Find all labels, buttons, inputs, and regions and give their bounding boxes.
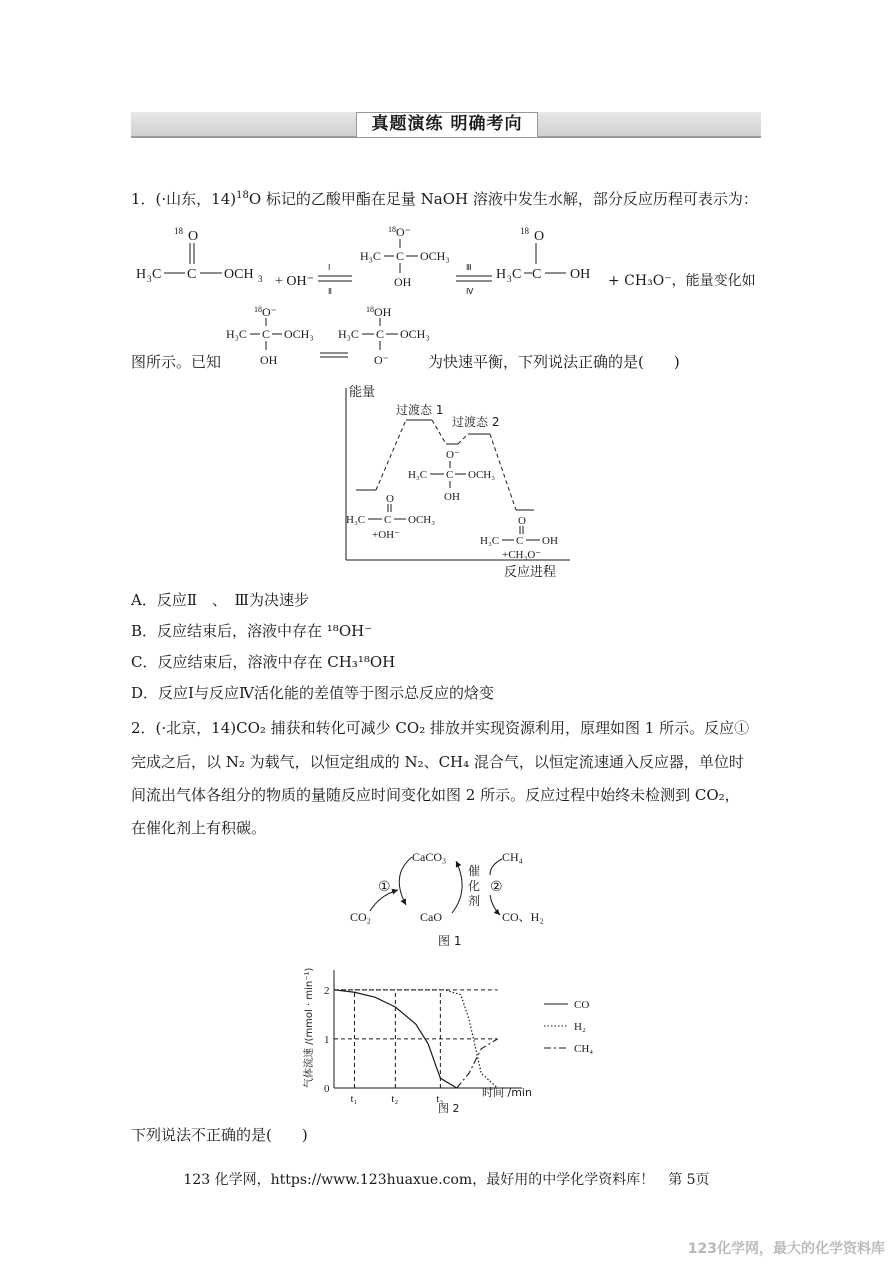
q2-line4: 在催化剂上有积碳。 — [131, 819, 267, 837]
svg-text:OCH: OCH — [224, 267, 254, 282]
fig1-step1: ① — [378, 880, 391, 895]
section-banner — [131, 112, 761, 138]
figure-2-chart — [296, 960, 616, 1120]
q1-intro-sup: 18 — [236, 190, 249, 201]
fig2-legend-label: CH₄ — [574, 1043, 594, 1055]
svg-text:3: 3 — [258, 274, 263, 284]
q1-line3-a: 图所示。已知 — [131, 353, 222, 371]
equilibrium-arrow-1 — [318, 263, 352, 296]
fig2-ytick-label: 2 — [324, 984, 330, 997]
fig1-step2: ② — [490, 880, 503, 895]
svg-text:C: C — [187, 267, 197, 282]
svg-text:C: C — [152, 267, 162, 282]
svg-text:O: O — [518, 515, 526, 527]
equilibrium-arrow-2 — [456, 263, 492, 296]
svg-text:Ⅰ: Ⅰ — [328, 263, 331, 272]
q1-intro-part1: 1．(·山东，14) — [131, 190, 237, 208]
fig2-legend-label: CO — [574, 999, 590, 1011]
svg-text:剂: 剂 — [468, 894, 481, 908]
fig2-xtick-label: t₃ — [436, 1093, 444, 1105]
q1-option-c: C．反应结束后，溶液中存在 CH₃¹⁸OH — [131, 653, 396, 671]
svg-text:C: C — [532, 267, 542, 282]
svg-text:C: C — [516, 535, 524, 547]
section-title: 真题演练 明确考向 — [356, 112, 538, 138]
svg-text:H₃C: H₃C — [408, 469, 428, 481]
fig1-catalyst-label — [468, 863, 480, 908]
q1-option-a: A．反应Ⅱ 、 Ⅲ为决速步 — [131, 591, 309, 609]
fig2-ylabel: 气体流速 /(mmol · min⁻¹) — [304, 967, 315, 1088]
svg-text:O⁻: O⁻ — [396, 225, 411, 239]
fast-equilibrium-left — [226, 305, 314, 367]
figure-1-cycle — [340, 845, 570, 955]
ts1-label: 过渡态 1 — [396, 403, 444, 417]
fig1-arrow-right — [452, 861, 462, 913]
svg-text:+CH₃O⁻: +CH₃O⁻ — [502, 549, 542, 561]
svg-text:H₃C: H₃C — [346, 514, 366, 526]
svg-text:H₃C: H₃C — [360, 249, 381, 263]
svg-text:O⁻: O⁻ — [446, 449, 460, 461]
svg-text:OCH₃: OCH₃ — [468, 469, 496, 481]
svg-text:+ OH⁻: + OH⁻ — [275, 274, 315, 289]
q1-line3-b: 为快速平衡，下列说法正确的是( ) — [428, 353, 680, 371]
svg-text:3: 3 — [147, 274, 152, 284]
site-watermark: 123化学网，最大的化学资料库 — [687, 1241, 885, 1257]
energy-diagram — [340, 382, 580, 582]
fast-equilibrium-arrow — [320, 353, 348, 357]
acetic-acid-structure — [496, 226, 590, 284]
svg-text:18: 18 — [366, 305, 374, 314]
svg-text:O⁻: O⁻ — [374, 353, 389, 367]
fig1-ch4: CH₄ — [502, 850, 523, 864]
svg-text:OH: OH — [542, 535, 558, 547]
svg-text:化: 化 — [468, 879, 481, 893]
svg-text:C: C — [262, 327, 271, 341]
q2-line3: 间流出气体各组分的物质的量随反应时间变化如图 2 所示。反应过程中始终未检测到 CO₂， — [131, 786, 740, 804]
svg-text:O: O — [188, 229, 199, 244]
tetrahedral-intermediate-1 — [360, 225, 450, 289]
svg-text:C: C — [512, 267, 522, 282]
energy-ylabel: 能量 — [349, 385, 376, 400]
energy-xlabel: 反应进程 — [504, 565, 557, 580]
svg-text:OH: OH — [374, 305, 392, 319]
q2-line1: 2．(·北京，14)CO₂ 捕获和转化可减少 CO₂ 排放并实现资源利用，原理如图 1 所示。反应① — [131, 719, 750, 737]
svg-text:OH: OH — [260, 353, 278, 367]
fig2-legend-label: H₂ — [574, 1021, 586, 1033]
svg-text:+OH⁻: +OH⁻ — [372, 529, 400, 541]
fig1-products: CO、H₂ — [502, 910, 544, 924]
fig2-xlabel: 时间 /min — [482, 1086, 532, 1099]
svg-text:Ⅱ: Ⅱ — [328, 287, 332, 296]
q2-question: 下列说法不正确的是( ) — [131, 1126, 308, 1144]
svg-text:H: H — [496, 267, 507, 282]
q2-line2: 完成之后，以 N₂ 为载气，以恒定组成的 N₂、CH₄ 混合气，以恒定流速通入反应器，单位时 — [131, 753, 744, 771]
svg-text:C: C — [396, 249, 405, 263]
q1-option-b: B．反应结束后，溶液中存在 ¹⁸OH⁻ — [131, 622, 373, 640]
fig1-arrow-left — [399, 857, 412, 905]
svg-text:C: C — [446, 469, 454, 481]
svg-text:OCH₃: OCH₃ — [408, 514, 436, 526]
svg-text:O: O — [386, 493, 394, 505]
svg-text:H₃C: H₃C — [480, 535, 500, 547]
fig2-xtick-label: t₁ — [350, 1093, 358, 1105]
svg-text:C: C — [376, 327, 385, 341]
fig2-series-ch4 — [457, 1039, 498, 1088]
ts2-label: 过渡态 2 — [452, 415, 500, 429]
svg-text:Ⅲ: Ⅲ — [466, 263, 472, 272]
fig2-legend — [544, 999, 593, 1055]
fig1-caco3: CaCO₃ — [412, 850, 447, 864]
svg-text:催: 催 — [468, 864, 481, 878]
fig1-arrow-ch4 — [490, 859, 502, 875]
energy-structures — [346, 449, 558, 561]
scheme-tail: + CH₃O⁻，能量变化如 — [608, 273, 756, 289]
svg-text:18: 18 — [254, 305, 262, 314]
fig1-cao: CaO — [420, 910, 442, 924]
q1-option-d: D．反应Ⅰ与反应Ⅳ活化能的差值等于图示总反应的焓变 — [131, 684, 494, 702]
svg-text:OH: OH — [444, 491, 460, 503]
q1-intro-part2: O 标记的乙酸甲酯在足量 NaOH 溶液中发生水解，部分反应历程可表示为： — [248, 190, 758, 208]
svg-text:O⁻: O⁻ — [262, 305, 277, 319]
svg-text:OCH₃: OCH₃ — [400, 327, 430, 341]
svg-text:H₃C: H₃C — [338, 327, 359, 341]
fast-equilibrium-right — [338, 305, 430, 367]
svg-text:18: 18 — [520, 226, 529, 236]
fig1-co2: CO₂ — [350, 910, 371, 924]
svg-text:18: 18 — [174, 226, 183, 236]
svg-text:18: 18 — [388, 225, 396, 234]
svg-text:H: H — [136, 267, 147, 282]
fig2-caption: 图 2 — [438, 1102, 460, 1115]
fig2-ytick-label: 1 — [324, 1033, 330, 1046]
fig2-ytick-label: 0 — [324, 1083, 330, 1095]
svg-text:OH: OH — [570, 267, 591, 282]
fig2-xtick-label: t₂ — [391, 1093, 399, 1105]
methyl-acetate-structure — [136, 226, 263, 284]
q1-intro — [131, 186, 758, 209]
svg-text:H₃C: H₃C — [226, 327, 247, 341]
svg-text:3: 3 — [507, 274, 512, 284]
fig1-caption: 图 1 — [438, 934, 462, 948]
page-footer: 123 化学网，https://www.123huaxue.com，最好用的中学化学资料库！ 第 5页 — [183, 1172, 710, 1188]
svg-text:OH: OH — [394, 275, 412, 289]
svg-text:OCH₃: OCH₃ — [420, 249, 450, 263]
svg-text:C: C — [384, 514, 392, 526]
fig1-arrow-products — [490, 895, 500, 915]
svg-text:Ⅳ: Ⅳ — [466, 287, 474, 296]
svg-text:O: O — [534, 229, 545, 244]
svg-text:OCH₃: OCH₃ — [284, 327, 314, 341]
